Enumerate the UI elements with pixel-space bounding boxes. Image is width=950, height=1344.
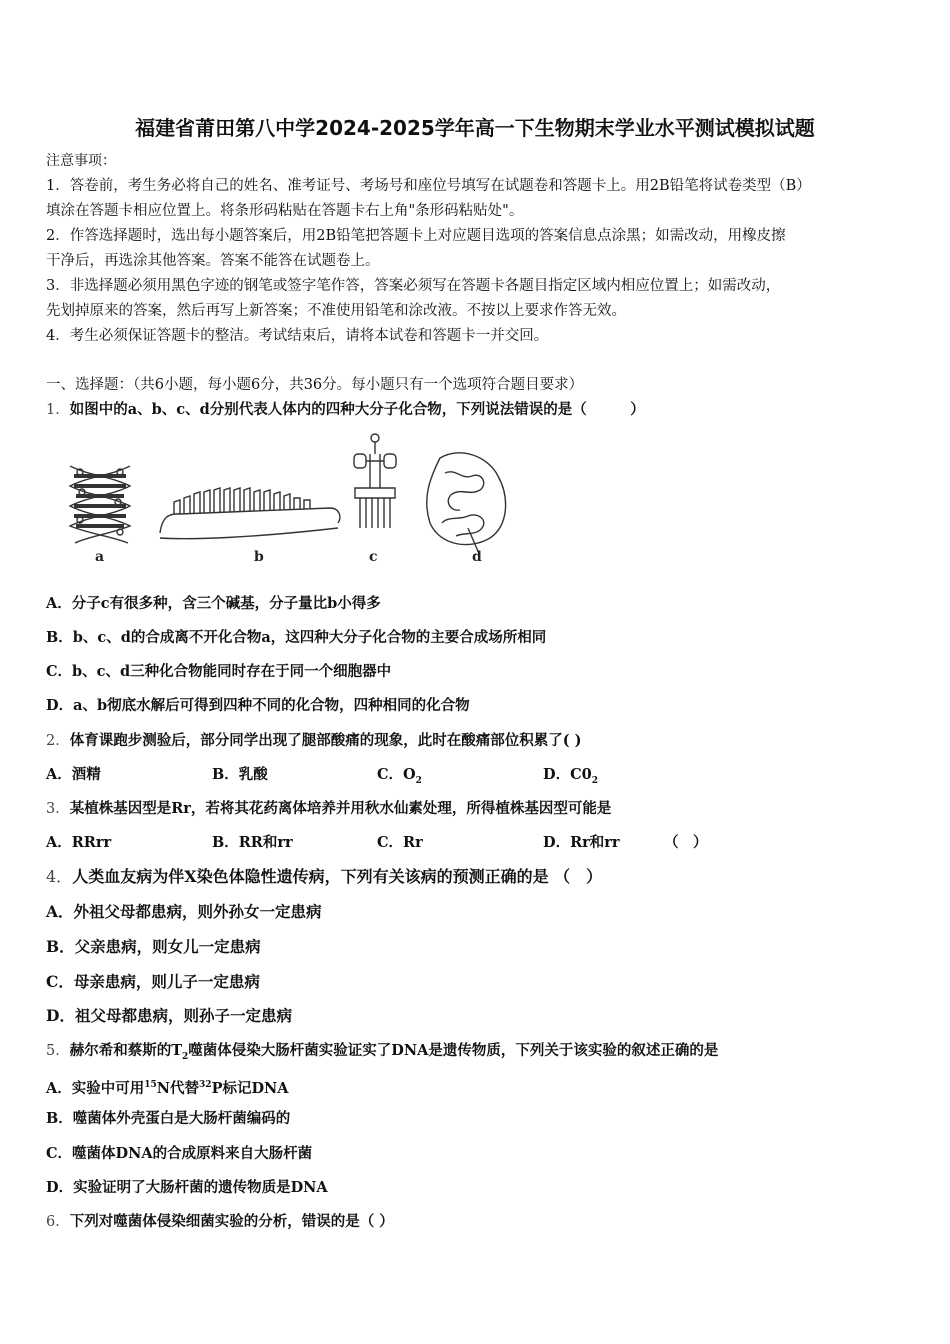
option: D．a、b彻底水解后可得到四种不同的化合物，四种相同的化合物	[46, 697, 470, 714]
figure-label: d	[472, 549, 482, 565]
option: D．祖父母都患病，则孙子一定患病	[46, 1006, 292, 1025]
option: C．b、c、d三种化合物能同时存在于同一个细胞器中	[46, 663, 392, 680]
notice-heading: 注意事项：	[46, 153, 116, 169]
option: A．实验中可用$^{15}$N代替$^{32}$P标记DNA	[46, 1079, 289, 1097]
option: A．分子c有很多种，含三个碱基，分子量比b小得多	[46, 595, 381, 612]
option: C．母亲患病，则儿子一定患病	[46, 972, 260, 991]
option: B．父亲患病，则女儿一定患病	[46, 937, 261, 956]
question-5	[46, 1041, 718, 1067]
option: A．外祖父母都患病，则外孙女一定患病	[46, 902, 322, 921]
question-number: 1．	[46, 402, 70, 418]
notice-line: 先划掉原来的答案，然后再写上新答案；不准使用铅笔和涂改液。不按以上要求作答无效。	[46, 303, 626, 319]
notice-line: 4．考生必须保证答题卡的整洁。考试结束后，请将本试卷和答题卡一并交回。	[46, 328, 549, 344]
question-stem: 赫尔希和蔡斯的$T_2$噬菌体侵染大肠杆菌实验证实了DNA是遗传物质，下列关于该实验的叙述正确的是	[69, 1042, 719, 1062]
option: B．RR和rr	[212, 834, 293, 851]
question-stem: 下列对噬菌体侵染细菌实验的分析，错误的是（ ）	[69, 1213, 394, 1230]
option: D．Rr和rr	[543, 834, 620, 851]
question-number: 4．	[46, 867, 73, 886]
question-3	[46, 799, 611, 819]
option: A．酒精	[46, 766, 101, 783]
question-number: 3．	[46, 801, 70, 817]
option: D．实验证明了大肠杆菌的遗传物质是DNA	[46, 1179, 328, 1196]
figure-label: c	[369, 549, 378, 565]
question-stem: 体育课跑步测验后，部分同学出现了腿部酸痛的现象，此时在酸痛部位积累了( )	[69, 732, 582, 749]
question-stem: 某植株基因型是Rr，若将其花药离体培养并用秋水仙素处理，所得植株基因型可能是	[69, 800, 612, 817]
option: B．噬菌体外壳蛋白是大肠杆菌编码的	[46, 1110, 291, 1127]
notice-line: 填涂在答题卡相应位置上。将条形码粘贴在答题卡右上角"条形码粘贴处"。	[46, 203, 524, 219]
figure-label: a	[95, 549, 105, 565]
notice-line: 1．答卷前，考生务必将自己的姓名、准考证号、考场号和座位号填写在试题卷和答题卡上。用2B铅笔将试卷类型（B）	[46, 178, 811, 194]
question-4	[46, 867, 602, 887]
answer-brackets: （ ）	[664, 834, 708, 851]
option: A．RRrr	[46, 834, 112, 851]
notice-line: 干净后，再选涂其他答案。答案不能答在试题卷上。	[46, 253, 380, 269]
option: C．$O_2$	[377, 766, 422, 786]
figure-label: b	[254, 549, 264, 565]
notice-line: 2．作答选择题时，选出每小题答案后，用2B铅笔把答题卡上对应题目选项的答案信息点涂黑；如需改动，用橡皮擦	[46, 228, 786, 244]
exam-title: 福建省莆田第八中学2024-2025学年高一下生物期末学业水平测试模拟试题	[135, 116, 815, 140]
question-number: 6．	[46, 1214, 70, 1230]
question-6	[46, 1212, 394, 1232]
notice-line: 3．非选择题必须用黑色字迹的钢笔或签字笔作答，答案必须写在答题卡各题目指定区域内相应位置上；如需改动，	[46, 278, 781, 294]
option: B．乳酸	[212, 766, 268, 783]
option: C．Rr	[377, 834, 423, 851]
question-stem: 人类血友病为伴X染色体隐性遗传病，下列有关该病的预测正确的是 （ ）	[72, 867, 603, 886]
protein-diagram	[427, 453, 506, 556]
option-row	[46, 765, 904, 785]
question-2	[46, 731, 582, 751]
question-1	[46, 400, 645, 420]
question-number: 2．	[46, 733, 70, 749]
question-number: 5．	[46, 1043, 70, 1059]
mrna-diagram	[160, 488, 340, 539]
option-row	[46, 833, 904, 853]
question-stem: 如图中的a、b、c、d分别代表人体内的四种大分子化合物，下列说法错误的是（ ）	[69, 401, 645, 418]
option: D．$C0_2$	[543, 766, 598, 786]
dna-helix-diagram	[70, 466, 130, 543]
macromolecule-figure	[50, 428, 510, 568]
section-heading: 一、选择题：（共6小题，每小题6分，共36分。每小题只有一个选项符合题目要求）	[46, 377, 584, 393]
option: C．噬菌体DNA的合成原料来自大肠杆菌	[46, 1145, 313, 1162]
trna-diagram	[354, 434, 396, 528]
option: B．b、c、d的合成离不开化合物a，这四种大分子化合物的主要合成场所相同	[46, 629, 547, 646]
